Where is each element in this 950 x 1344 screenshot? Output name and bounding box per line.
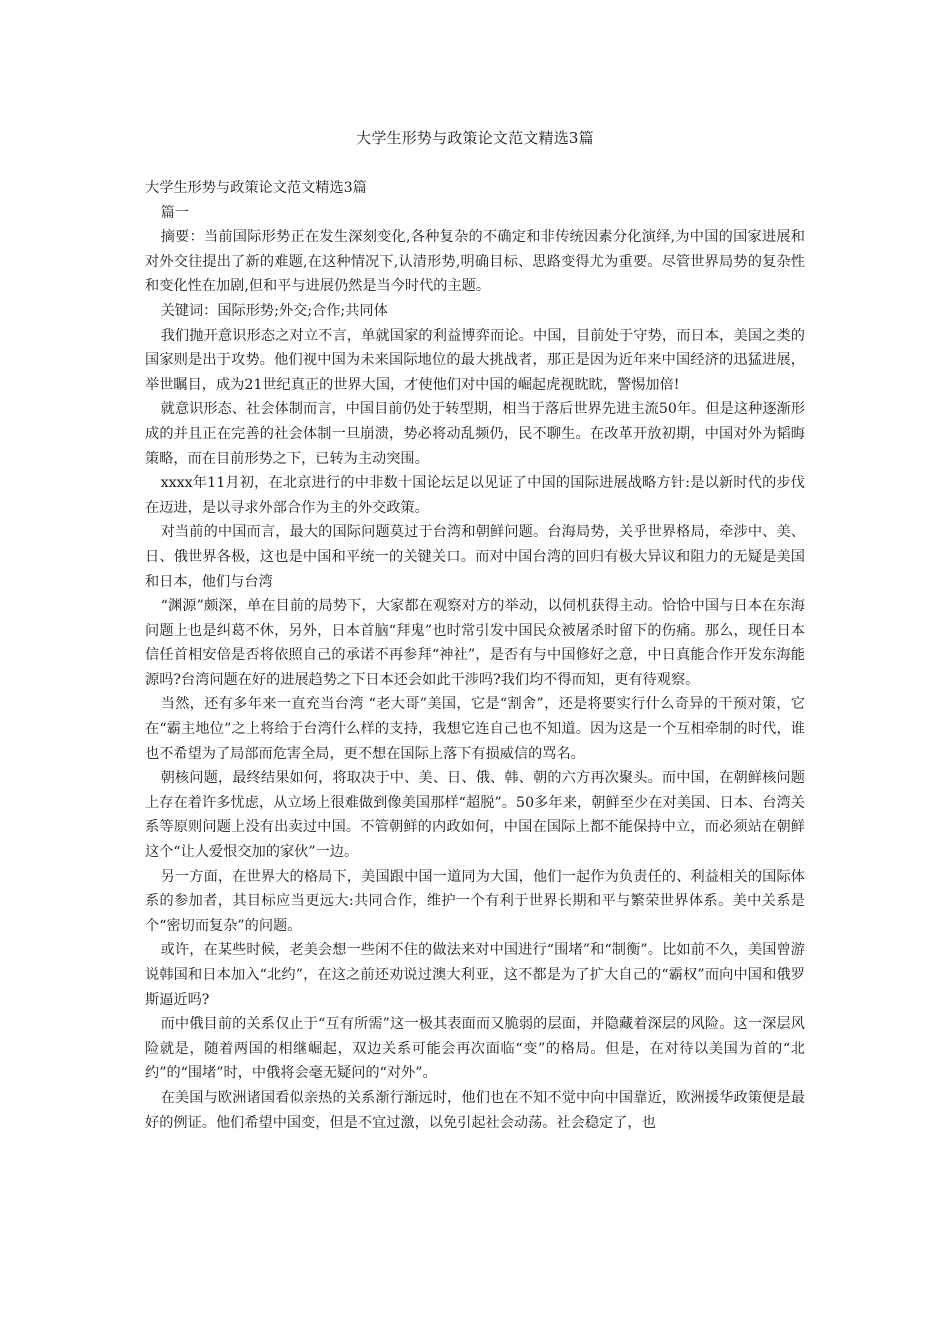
- body-paragraph: “渊源”颇深，单在目前的局势下，大家都在观察对方的举动，以伺机获得主动。恰恰中国与日本在东海问题上也是纠葛不休，另外，日本首脑“拜鬼”也时常引发中国民众被屠杀时留下的伤痛。那么，现任日本信任首相安倍是否将依照自己的承诺不再参拜“神社”，是否有与中国修好之意，中日真能合作开发东海能源吗?台湾问题在好的进展趋势之下日本还会如此干涉吗?我们均不得而知，更有待观察。: [145, 598, 805, 688]
- document-body: [145, 176, 805, 1135]
- body-paragraph: 在美国与欧洲诸国看似亲热的关系渐行渐远时，他们也在不知不觉中向中国靠近，欧洲援华政策便是最好的例证。他们希望中国变，但是不宜过激，以免引起社会动荡。社会稳定了，也: [145, 1089, 805, 1131]
- abstract-paragraph: 摘要：当前国际形势正在发生深刻变化,各种复杂的不确定和非传统因素分化演绎,为中国的国家进展和对外交往提出了新的难题,在这种情况下,认清形势,明确目标、思路变得尤为重要。尽管世界局势的复杂性和变化性在加剧,但和平与进展仍然是当今时代的主题。: [145, 229, 805, 295]
- section-label: 篇一: [160, 204, 189, 221]
- body-paragraph: 而中俄目前的关系仅止于“互有所需”这一极其表面而又脆弱的层面，并隐藏着深层的风险。这一深层风险就是，随着两国的相继崛起，双边关系可能会再次面临“变”的格局。但是，在对待以美国为首的“北约”的“围堵”时，中俄将会毫无疑问的“对外”。: [145, 1016, 805, 1082]
- body-paragraph: 或许，在某些时候，老美会想一些闲不住的做法来对中国进行“围堵”和“制衡”。比如前不久，美国曾游说韩国和日本加入“北约”，在这之前还劝说过澳大利亚，这不都是为了扩大自己的“霸权”而向中国和俄罗斯逼近吗?: [145, 942, 805, 1008]
- body-paragraph: 我们抛开意识形态之对立不言，单就国家的利益博弈而论。中国，目前处于守势，而日本，美国之类的国家则是出于攻势。他们视中国为未来国际地位的最大挑战者，那正是因为近年来中国经济的迅猛进展，举世瞩目，成为21世纪真正的世界大国，才使他们对中国的崛起虎视眈眈，警惕加倍!: [145, 327, 805, 393]
- body-paragraph: 对当前的中国而言，最大的国际问题莫过于台湾和朝鲜问题。台海局势，关乎世界格局，牵涉中、美、日、俄世界各极，这也是中国和平统一的关键关口。而对中国台湾的回归有极大异议和阻力的无疑是美国和日本，他们与台湾: [145, 524, 805, 590]
- body-paragraph: xxxx年11月初，在北京进行的中非数十国论坛足以见证了中国的国际进展战略方针:是以新时代的步伐在迈进，是以寻求外部合作为主的外交政策。: [145, 475, 805, 516]
- page-title: 大学生形势与政策论文范文精选3篇: [356, 129, 594, 147]
- document-subtitle: 大学生形势与政策论文范文精选3篇: [145, 180, 367, 196]
- body-paragraph: 就意识形态、社会体制而言，中国目前仍处于转型期，相当于落后世界先进主流50年。但是这种逐渐形成的并且正在完善的社会体制一旦崩溃，势必将动乱频仍，民不聊生。在改革开放初期，中国对外为韬晦策略，而在目前形势之下，已转为主动突围。: [145, 401, 805, 467]
- body-paragraph: 当然，还有多年来一直充当台湾 “老大哥”美国，它是“割舍”，还是将要实行什么奇异的干预对策，它在“霸主地位”之上将给于台湾什么样的支持，我想它连自己也不知道。因为这是一个互相牵制的时代，谁也不希望为了局部而危害全局，更不想在国际上落下有损威信的骂名。: [145, 696, 805, 762]
- keywords-paragraph: 关键词：国际形势;外交;合作;共同体: [160, 302, 388, 319]
- body-paragraph: 朝核问题，最终结果如何，将取决于中、美、日、俄、韩、朝的六方再次聚头。而中国，在朝鲜核问题上存在着许多忧虑，从立场上很难做到像美国那样“超脱”。50多年来，朝鲜至少在对美国、日本、台湾关系等原则问题上没有出卖过中国。不管朝鲜的内政如何，中国在国际上都不能保持中立，而必须站在朝鲜这个“让人爱恨交加的家伙”一边。: [145, 770, 805, 861]
- body-paragraph: 另一方面，在世界大的格局下，美国跟中国一道同为大国，他们一起作为负责任的、利益相关的国际体系的参加者，其目标应当更远大:共同合作，维护一个有利于世界长期和平与繁荣世界体系。美中关系是个“密切而复杂”的问题。: [145, 868, 805, 934]
